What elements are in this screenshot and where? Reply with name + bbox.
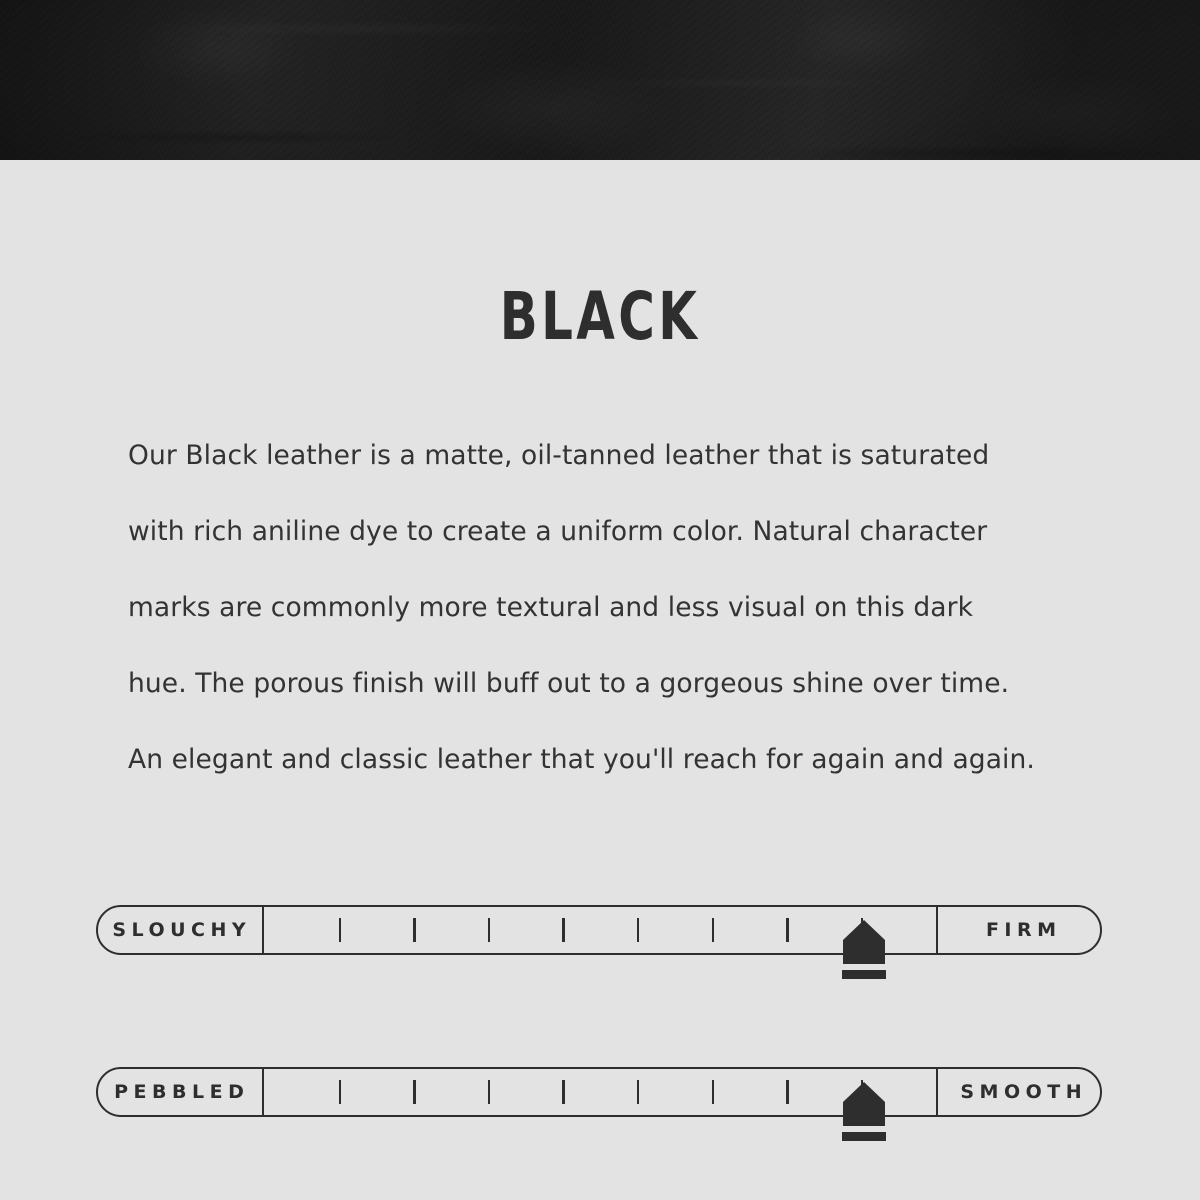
description-line-3: marks are commonly more textural and less visual on this dark (128, 592, 974, 623)
slider-handle-base (842, 1132, 886, 1141)
description-line-5: An elegant and classic leather that you'll reach for again and again. (128, 744, 1035, 775)
slider-tick-group (264, 905, 936, 955)
slider-tick (413, 918, 416, 942)
description-line-4: hue. The porous finish will buff out to a gorgeous shine over time. (128, 668, 1010, 699)
card-content (0, 160, 1200, 1200)
slider-handle-pin-icon (841, 918, 887, 966)
slider-handle[interactable] (841, 918, 887, 984)
slider-tick (786, 918, 789, 942)
black-leather-swatch (0, 0, 1200, 160)
slider-tick (413, 1080, 416, 1104)
slider-handle-pin-icon (841, 1080, 887, 1128)
slider-tick (562, 1080, 565, 1104)
slider-tick (712, 1080, 715, 1104)
slider-tick (339, 1080, 342, 1104)
slider-tick (339, 918, 342, 942)
slider-texture[interactable] (96, 1067, 1104, 1163)
slider-stiffness[interactable] (96, 905, 1104, 1001)
slider-handle[interactable] (841, 1080, 887, 1146)
slider-tick (637, 918, 640, 942)
swatch-vignette (0, 0, 1200, 160)
description-line-2: with rich aniline dye to create a uniform color. Natural character (128, 516, 988, 547)
slider-tick (562, 918, 565, 942)
slider-right-label: SMOOTH (936, 1067, 1104, 1117)
description-paragraph (128, 418, 1072, 798)
attribute-sliders (0, 905, 1200, 1200)
slider-left-label: SLOUCHY (96, 905, 264, 955)
page-title: BLACK (499, 278, 701, 355)
slider-tick-group (264, 1067, 936, 1117)
slider-tick (786, 1080, 789, 1104)
slider-right-label: FIRM (936, 905, 1104, 955)
slider-tick (488, 1080, 491, 1104)
slider-tick (712, 918, 715, 942)
slider-tick (488, 918, 491, 942)
slider-handle-base (842, 970, 886, 979)
description-line-1: Our Black leather is a matte, oil-tanned leather that is saturated (128, 440, 990, 471)
slider-left-label: PEBBLED (96, 1067, 264, 1117)
slider-tick (637, 1080, 640, 1104)
